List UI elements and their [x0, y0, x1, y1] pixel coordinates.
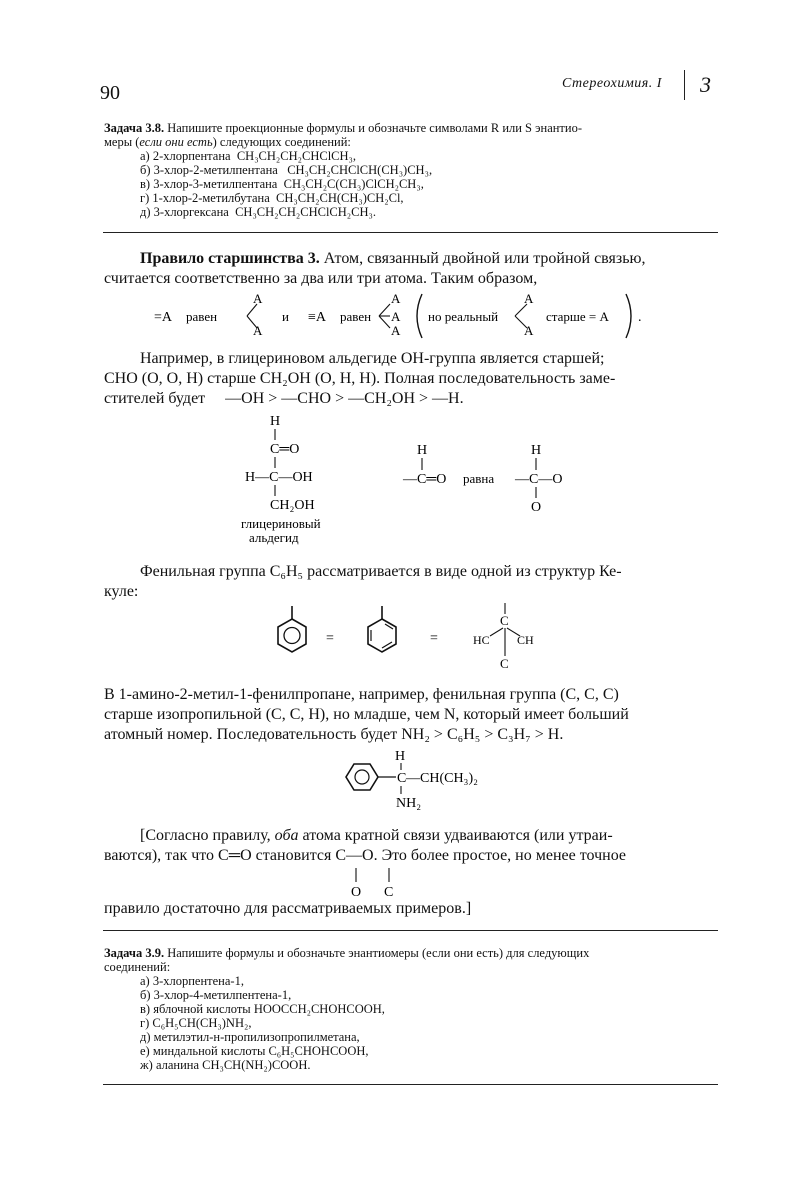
and-word: и [282, 309, 289, 324]
elder-phrase: старше = A [546, 309, 609, 324]
expanded-group: —C—O [515, 472, 563, 487]
problem-3-9-item [140, 1058, 311, 1073]
atom-A: A [253, 323, 263, 338]
problem-3-9-line2: соединений: [104, 960, 171, 974]
problem-3-8-item [140, 205, 376, 220]
item-letter: ж) [140, 1058, 153, 1072]
phenyl-line1: Фенильная группа C₆H₅ рассматривается в виде одной из структур Ке- [140, 563, 622, 580]
atom-A: A [391, 323, 401, 338]
hydroxymethyl: CH₂OH [270, 498, 315, 513]
atom-A: A [524, 323, 534, 338]
problem-3-9-item [140, 974, 244, 989]
item-letter: д) [140, 205, 151, 219]
problem-3-9-item [140, 1016, 251, 1031]
problem-3-8-label: Задача 3.8. [104, 121, 165, 135]
item-letter: в) [140, 177, 151, 191]
benzene-ring-aromatic [278, 606, 306, 652]
page-number: 90 [100, 82, 120, 104]
atom-CH: CH [517, 633, 534, 647]
isopropyl-group: —CH(CH₃)₂ [406, 771, 478, 786]
example-line3 [104, 389, 464, 409]
sequence: —OH > —CHO > —CH₂OH > —H. [225, 390, 464, 407]
atom-H: H [270, 414, 281, 429]
bracket-line3: правило достаточно для рассматриваемых примеров.] [104, 900, 472, 917]
item-formula: CH₃CH₂C(CH₃)ClCH₂CH₃, [283, 177, 424, 191]
section-rule-middle [103, 930, 718, 931]
bracket-line2: ваются), так что C═O становится C—O. Это более простое, но менее точное [104, 847, 626, 864]
bracket-line1 [140, 826, 613, 846]
intro-text: меры ( [104, 135, 140, 149]
phenyl-ring [346, 764, 378, 790]
header-divider [684, 70, 685, 100]
sequence-intro: стителей будет [104, 390, 206, 407]
item-text: 3-хлорпентена-1, [152, 974, 244, 988]
example-line1: Например, в глицериновом альдегиде OH-группа является старшей; [140, 350, 605, 367]
item-name: 3-хлор-2-метилпентана [153, 163, 278, 177]
triple-bond-A: ≡A [308, 310, 327, 325]
aldehyde-group: —C═O [403, 472, 447, 487]
amino-line3: атомный номер. Последовательность будет NH₂ > C₆H₅ > C₃H₇ > H. [104, 726, 564, 743]
problem-3-9-intro: Напишите формулы и обозначьте энантиомеры (если они есть) для следующих [164, 946, 590, 960]
amino-line2: старше изопропильной (C, C, H), но младше, чем N, который имеет больший [104, 706, 629, 723]
problem-3-9-item [140, 1044, 369, 1059]
atom-C: C [500, 613, 509, 628]
item-letter: д) [140, 1030, 151, 1044]
atom-H: H [531, 443, 542, 458]
rule3-title: Правило старшинства 3. [140, 250, 320, 267]
item-text: миндальной кислоты C₆H₅CHOHCOOH, [152, 1044, 369, 1058]
branch-triple [379, 304, 390, 328]
item-letter: г) [140, 1016, 150, 1030]
problem-3-8-item [140, 177, 424, 192]
double-bond-A: =A [154, 310, 173, 325]
atom-H: H [395, 749, 406, 764]
item-text: метилэтил-н-пропилизопропилметана, [153, 1030, 360, 1044]
item-text: аланина CH₃CH(NH₂)COOH. [155, 1058, 311, 1072]
problem-3-9-line1 [104, 946, 589, 961]
bracket-italic: оба [274, 827, 299, 844]
item-letter: б) [140, 988, 151, 1002]
item-text: 3-хлор-4-метилпентена-1, [153, 988, 292, 1002]
chapter-number: 3 [700, 72, 711, 97]
bracket-text: атома кратной связи удваиваются (или утраи- [298, 827, 613, 844]
intro-text: ) следующих соединений: [212, 135, 351, 149]
phenyl-line2: куле: [104, 583, 139, 600]
problem-3-8-item [140, 163, 432, 178]
hydroxymethine: H—C—OH [245, 470, 313, 485]
atom-C: C [384, 885, 394, 900]
rule3-line1 [140, 249, 645, 269]
atom-A: A [391, 309, 401, 324]
caption-glycerin: глицериновый [241, 516, 321, 531]
atom-O: O [351, 885, 362, 900]
item-name: 3-хлор-3-метилпентана [153, 177, 278, 191]
bracket-text: [Согласно правилу, [140, 827, 275, 844]
equals-sign: = [430, 631, 438, 646]
intro-italic: если они есть [139, 135, 213, 149]
example-line2: CHO (O, O, H) старше CH₂OH (O, H, H). Полная последовательность заме- [104, 370, 616, 387]
item-letter: б) [140, 163, 151, 177]
right-paren [626, 294, 631, 338]
benzene-skeletal [473, 603, 534, 671]
item-formula: CH₃CH₂CHClCH(CH₃)CH₃, [287, 163, 433, 177]
running-title: Стереохимия. I [562, 76, 662, 91]
kekule-structures [270, 600, 560, 672]
caption-aldehyde: альдегид [249, 530, 299, 545]
problem-3-9-item [140, 1030, 360, 1045]
item-letter: а) [140, 974, 150, 988]
equals-word: равна [463, 471, 495, 486]
atom-H: H [417, 443, 428, 458]
period: . [638, 310, 642, 325]
item-name: 2-хлорпентана [152, 149, 231, 163]
problem-3-9-item [140, 1002, 385, 1017]
item-letter: а) [140, 149, 150, 163]
problem-3-8-item [140, 191, 404, 206]
problem-3-9-label: Задача 3.9. [104, 946, 165, 960]
problem-3-8-intro: Напишите проекционные формулы и обозначьте символами R или S энантио- [164, 121, 582, 135]
problem-3-9-item [140, 988, 291, 1003]
atom-A: A [391, 291, 401, 306]
rule-scheme [150, 290, 660, 342]
atom-O: O [531, 500, 542, 515]
doubled-atoms [340, 866, 410, 900]
amino-structure [340, 746, 520, 814]
rule3-text: Атом, связанный двойной или тройной связью, [319, 250, 646, 267]
item-name: 3-хлоргексана [153, 205, 229, 219]
but-real-word: но реальный [428, 309, 499, 324]
section-rule-top [103, 232, 718, 233]
glyceraldehyde-structure [225, 410, 585, 552]
item-name: 1-хлор-2-метилбутана [152, 191, 270, 205]
carbonyl-group: C═O [270, 442, 300, 457]
item-formula: CH₃CH₂CH₂CHClCH₃, [236, 149, 357, 163]
item-formula: CH₃CH₂CH₂CHClCH₂CH₃. [235, 205, 376, 219]
item-letter: в) [140, 1002, 151, 1016]
atom-A: A [253, 291, 263, 306]
item-text: яблочной кислоты HOOCCH₂CHOHCOOH, [153, 1002, 385, 1016]
item-text: C₆H₅CH(CH₃)NH₂, [152, 1016, 252, 1030]
problem-3-8-line2 [104, 135, 351, 150]
atom-C: C [500, 656, 509, 671]
amino-line1: В 1-амино-2-метил-1-фенилпропане, например, фенильная группа (C, C, C) [104, 686, 619, 703]
benzene-ring-kekule [368, 606, 396, 652]
item-letter: г) [140, 191, 150, 205]
rule3-line2: считается соответственно за два или три атома. Таким образом, [104, 270, 538, 287]
amino-group: NH₂ [396, 796, 422, 811]
atom-HC: HC [473, 633, 490, 647]
problem-3-8-item [140, 149, 356, 164]
item-letter: е) [140, 1044, 150, 1058]
section-rule-bottom [103, 1084, 718, 1085]
item-formula: CH₃CH₂CH(CH₃)CH₂Cl, [276, 191, 404, 205]
equals-word: равен [340, 309, 372, 324]
atom-A: A [524, 291, 534, 306]
equals-word: равен [186, 309, 218, 324]
atom-C: C [397, 771, 407, 786]
equals-sign: = [326, 631, 334, 646]
problem-3-8-line1 [104, 121, 582, 136]
left-paren [417, 294, 422, 338]
